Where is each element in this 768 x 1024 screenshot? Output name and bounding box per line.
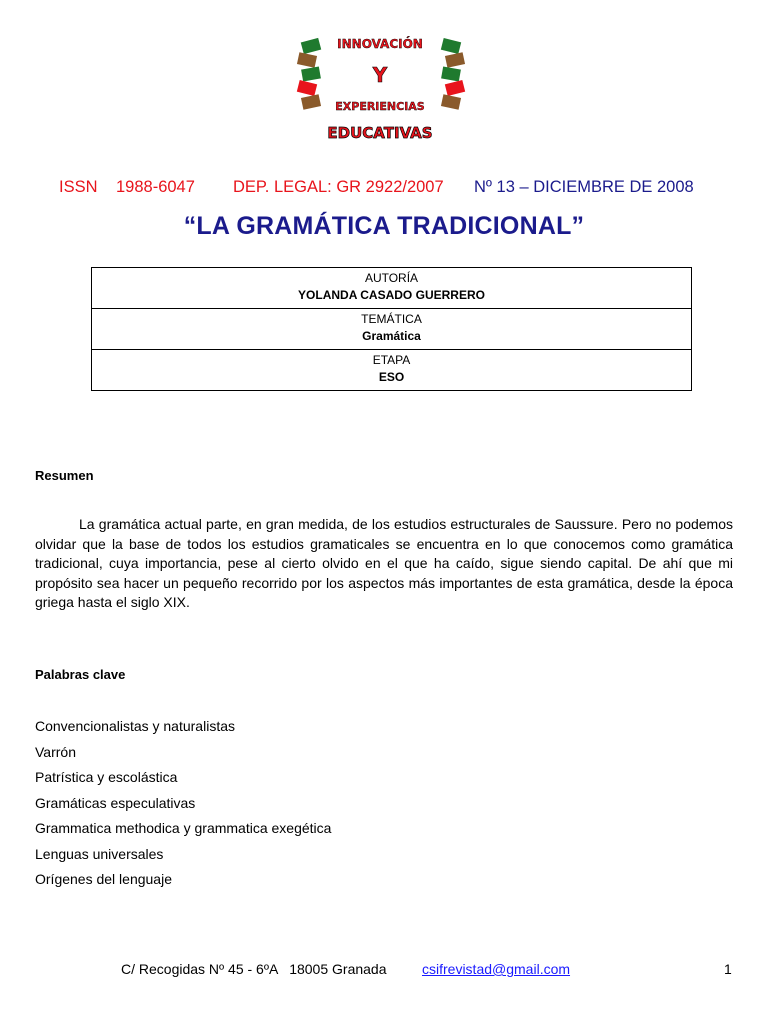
journal-logo [290,30,470,150]
topic-value: Gramática [362,329,421,343]
logo-word-experiencias: EXPERIENCIAS [335,100,425,113]
issn-value: 1988-6047 [116,178,195,196]
table-row [92,268,692,309]
topic-label: TEMÁTICA [361,312,422,326]
logo-word-educativas: EDUCATIVAS [327,124,433,142]
logo-block-column-left [297,38,321,110]
table-row [92,309,692,350]
authorship-cell [92,268,692,309]
logo-word-innovacion: INNOVACIÓN [337,37,423,51]
list-item: Lenguas universales [35,845,164,862]
footer-address: C/ Recogidas Nº 45 - 6ºA 18005 Granada [121,961,387,977]
list-item: Grammatica methodica y grammatica exegética [35,820,332,836]
keywords-list [35,716,331,895]
summary-heading: Resumen [35,468,94,483]
list-item: Gramáticas especulativas [35,794,196,811]
list-item: Patrística y escolástica [35,769,178,785]
authorship-value: YOLANDA CASADO GUERRERO [298,288,485,302]
keywords-heading: Palabras clave [35,667,126,682]
page-title: “LA GRAMÁTICA TRADICIONAL” [183,212,585,240]
logo-block-column-right [441,38,465,110]
topic-cell [92,309,692,350]
list-item: Orígenes del lenguaje [35,871,172,887]
logo-word-y: Y [372,63,388,87]
stage-cell [92,350,692,391]
issn-label: ISSN [59,178,98,196]
list-item: Varrón [35,743,76,760]
stage-label: ETAPA [372,353,411,367]
legal-deposit: DEP. LEGAL: GR 2922/2007 [233,178,444,196]
page-number: 1 [724,961,732,977]
table-row [92,350,692,391]
issue-number: Nº 13 – DICIEMBRE DE 2008 [474,178,694,196]
stage-value: ESO [378,370,405,384]
list-item: Convencionalistas y naturalistas [35,718,235,734]
summary-text: La gramática actual parte, en gran medida, de los estudios estructurales de Saussure. Pero no podemos olvidar que la base de todos los estudios gramaticales se encuentra en lo que conocemos como gramática tradicional, cuya importancia, pese al cierto olvido en el que ha caído, sigue siendo capital. De ahí que mi propósito sea hacer un pequeño recorrido por los aspectos más importantes de esta gramática, desde la época griega hasta el siglo XIX. [35,516,733,610]
footer-email-link[interactable]: csifrevistad@gmail.com [422,961,571,977]
authorship-label: AUTORÍA [364,271,419,285]
article-info-table [91,267,692,391]
